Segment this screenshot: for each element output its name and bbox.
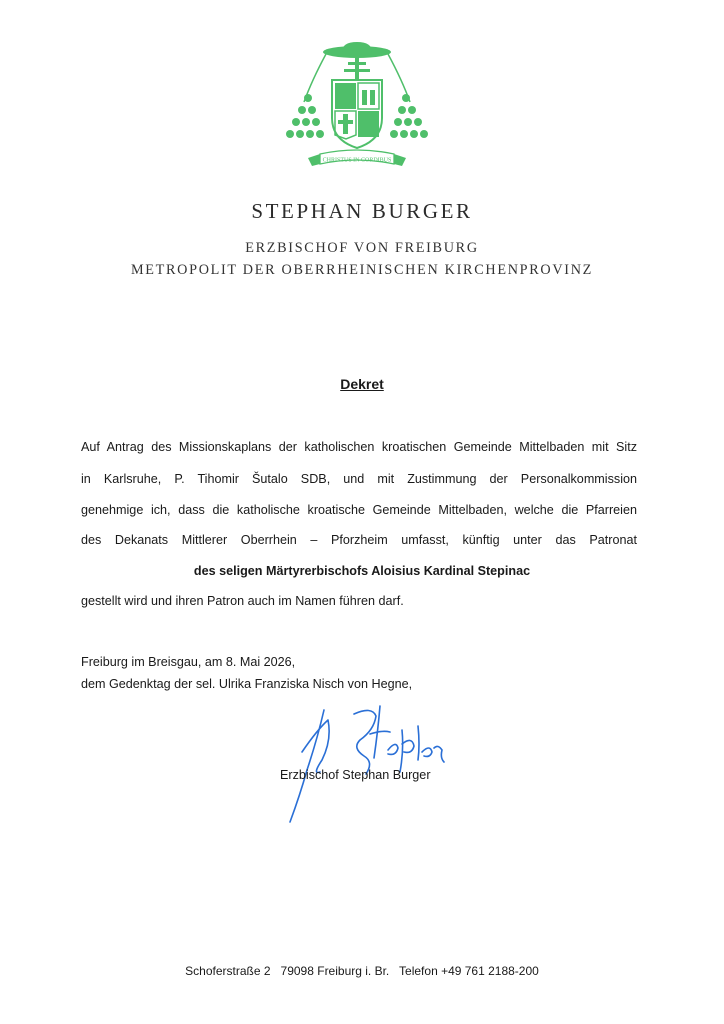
signer-name: Erzbischof Stephan Burger (280, 768, 431, 782)
handwritten-signature-icon (262, 700, 462, 830)
body-line-4: des Dekanats Mittlerer Oberrhein – Pforzheim umfasst, künftig unter das Patronat (81, 533, 637, 547)
coat-of-arms-icon (282, 40, 432, 168)
body-line-2: in Karlsruhe, P. Tihomir Šutalo SDB, und mit Zustimmung der Personalkommission (81, 472, 637, 486)
letterhead-name: STEPHAN BURGER (251, 199, 473, 223)
dateline-1: Freiburg im Breisgau, am 8. Mai 2026, (81, 655, 296, 669)
body-line-1: Auf Antrag des Missionskaplans der katholischen kroatischen Gemeinde Mittelbaden mit Sitz (81, 440, 637, 454)
coat-motto: CHRISTUS IN CORDIBUS (322, 157, 392, 164)
document-heading: Dekret (340, 376, 384, 392)
letterhead-title-1: ERZBISCHOF VON FREIBURG (245, 240, 479, 256)
dateline-2: dem Gedenktag der sel. Ulrika Franziska Nisch von Hegne, (81, 677, 413, 691)
footer-address: Schoferstraße 2 79098 Freiburg i. Br. Telefon +49 761 2188-200 (185, 964, 539, 978)
letterhead-title-2: METROPOLIT DER OBERRHEINISCHEN KIRCHENPROVINZ (130, 262, 594, 278)
body-closing-line: gestellt wird und ihren Patron auch im Namen führen darf. (81, 594, 404, 608)
body-line-3: genehmige ich, dass die katholische kroatische Gemeinde Mittelbaden, welche die Pfarreien (81, 503, 637, 517)
patron-name: des seligen Märtyrerbischofs Aloisius Kardinal Stepinac (193, 564, 531, 578)
